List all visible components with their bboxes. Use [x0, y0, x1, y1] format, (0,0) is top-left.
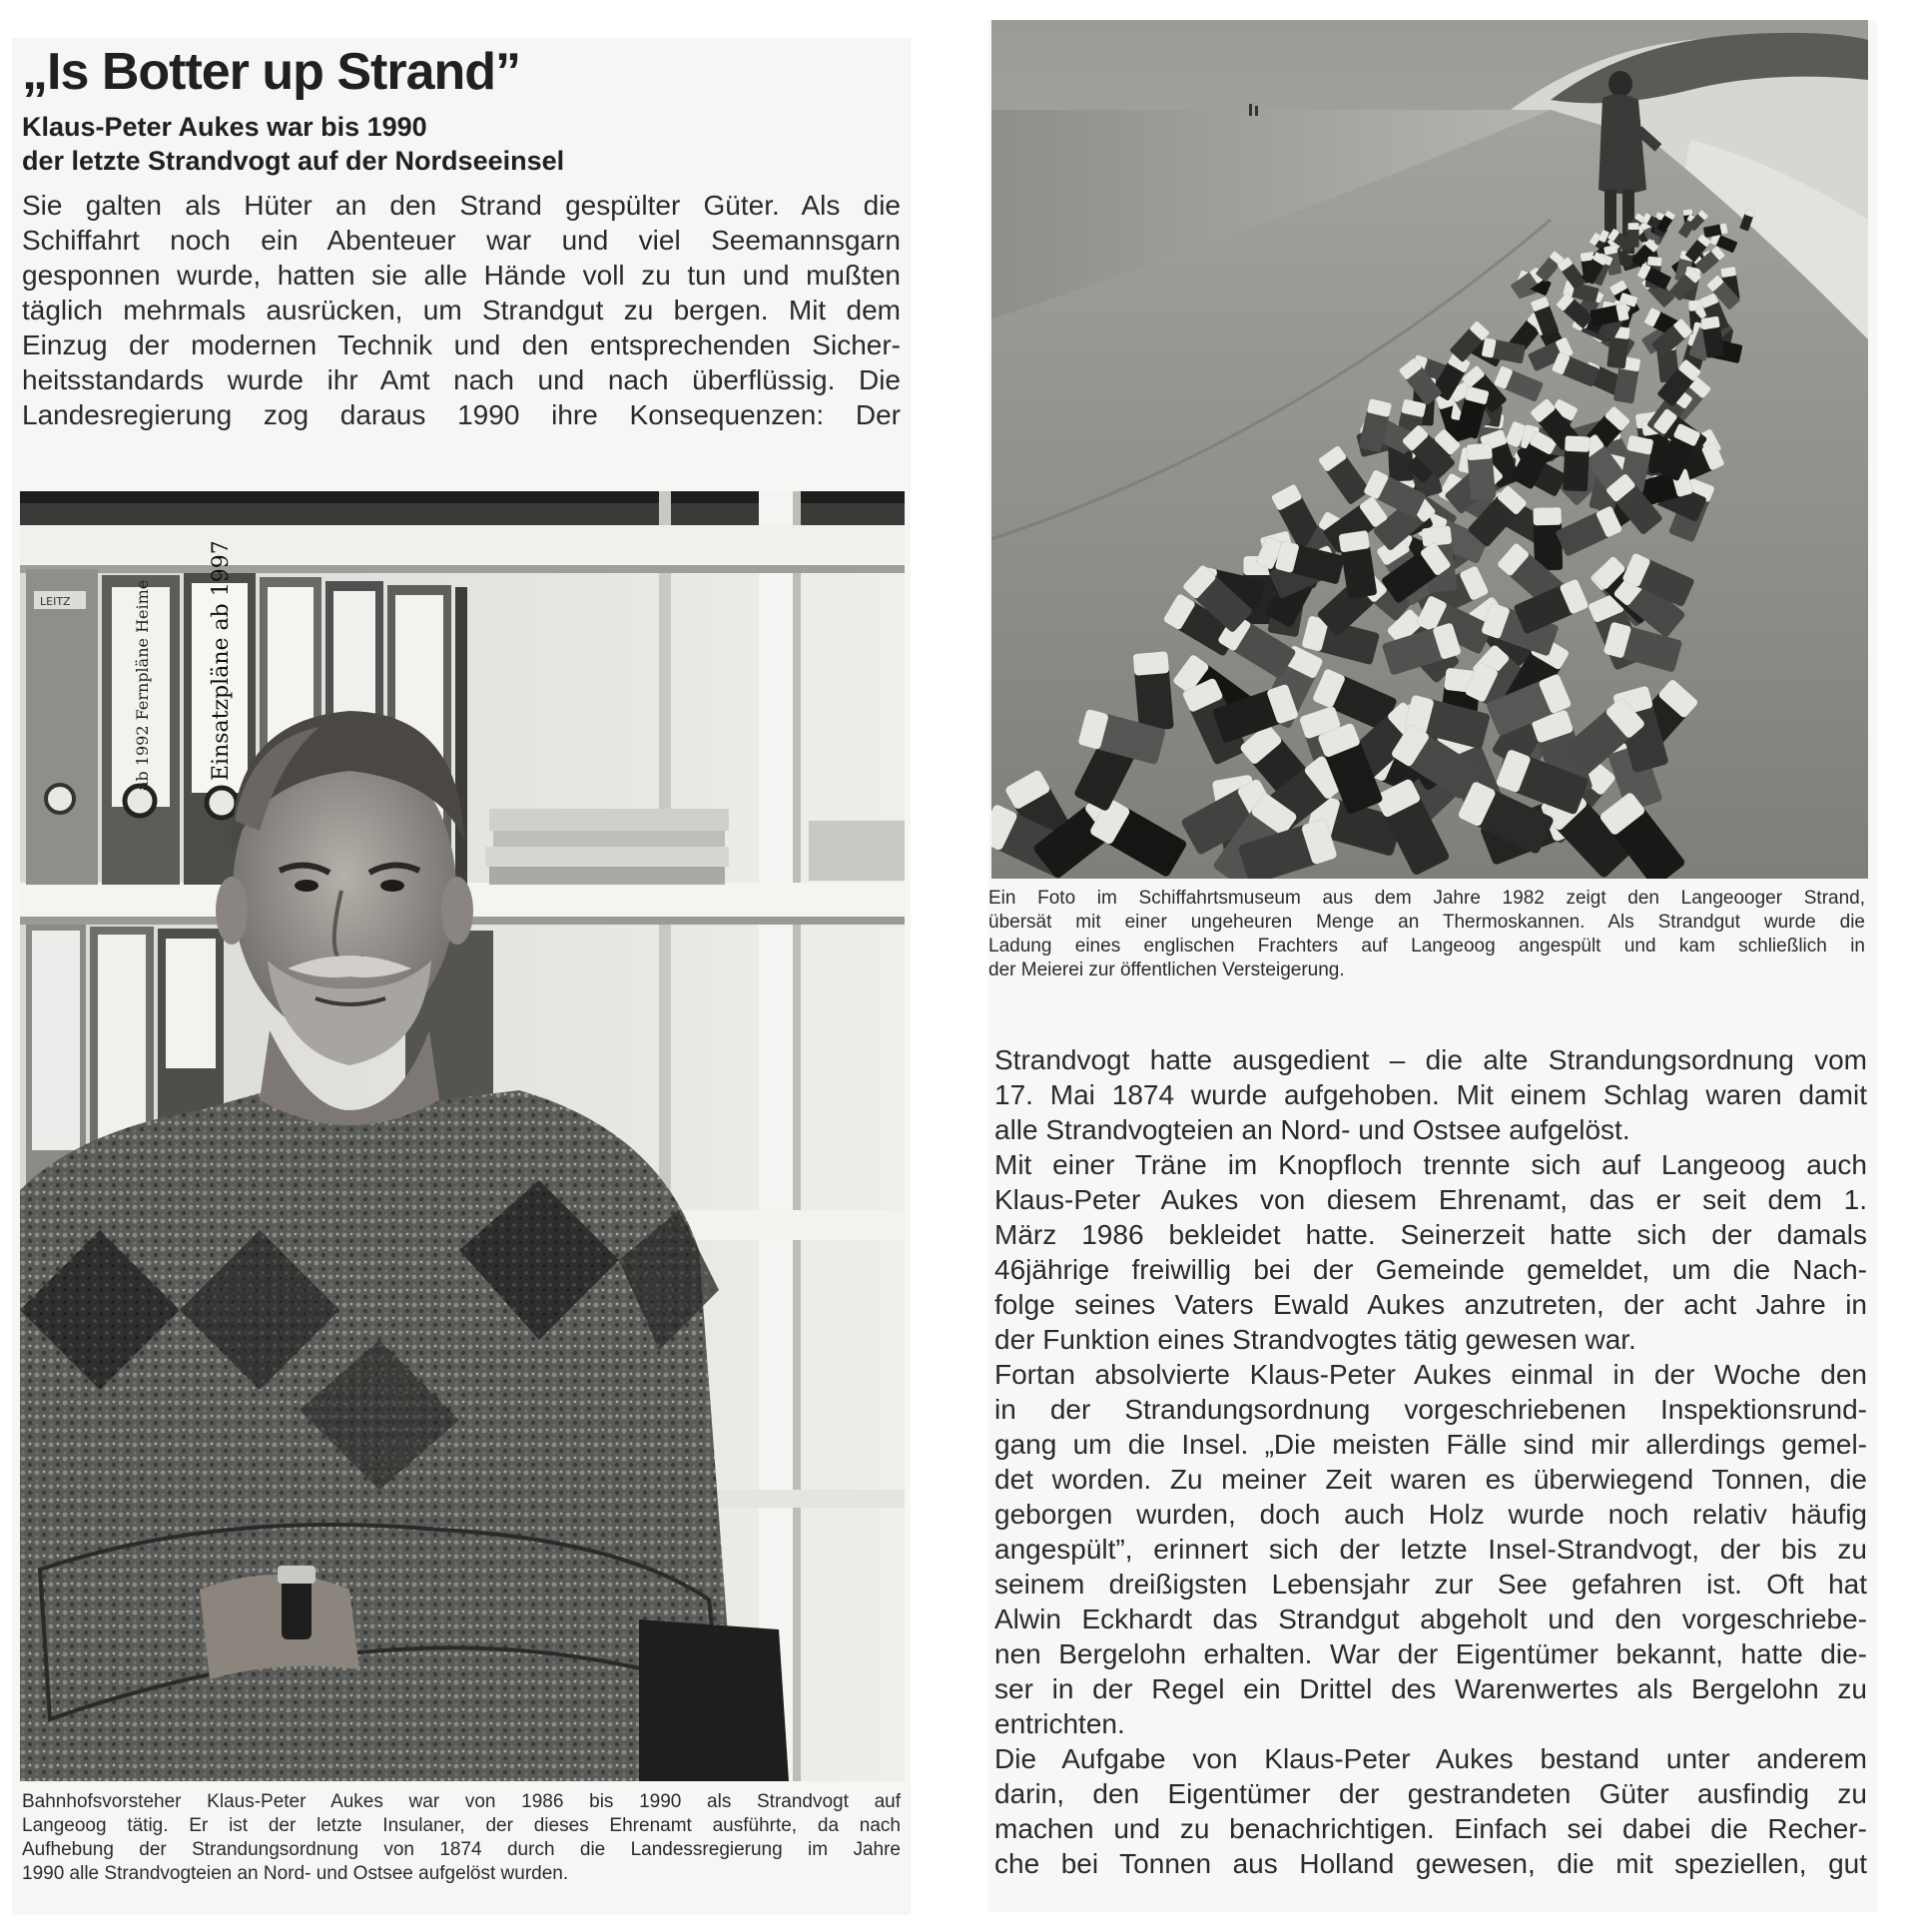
right-page	[988, 20, 1877, 1912]
text-line: der Funktion eines Strandvogtes tätig gewesen war.	[994, 1324, 1636, 1355]
text-line: Klaus-Peter Aukes von diesem Ehrenamt, das er seit dem 1.	[994, 1184, 1867, 1215]
text-line: gesponnen wurde, hatten sie alle Hände voll zu tun und mußten	[22, 260, 901, 291]
flask-cap	[1133, 651, 1170, 676]
text-line: Alwin Eckhardt das Strandgut abgeholt und den vorgeschriebe-	[994, 1604, 1867, 1634]
text-line: det worden. Zu meiner Zeit waren es überwiegend Tonnen, die	[994, 1464, 1867, 1495]
text-line: alle Strandvogteien an Nord- und Ostsee aufgelöst.	[994, 1114, 1630, 1145]
text-line: in der Strandungsordnung vorgeschriebenen Inspektionsrund-	[994, 1394, 1867, 1425]
text-line: Mit einer Träne im Knopfloch trennte sich auf Langeoog auch	[994, 1149, 1867, 1180]
flask-cap	[1467, 443, 1493, 461]
left-page	[12, 38, 911, 1915]
text-line: entrichten.	[994, 1708, 1125, 1739]
binder-label: LEITZ	[40, 595, 71, 608]
text-line: Schiffahrt noch ein Abenteuer war und viel Seemannsgarn	[22, 225, 901, 256]
text-line: ser in der Regel ein Drittel des Warenwertes als Bergelohn zu	[994, 1673, 1867, 1704]
caption-line: Aufhebung der Strandungsordnung von 1874 durch die Landessregierung im Jahre	[22, 1839, 901, 1860]
text-line: Landesregierung zog daraus 1990 ihre Konsequenzen: Der	[22, 399, 901, 430]
portrait-caption	[22, 1790, 901, 1886]
caption-line: Ladung eines englischen Frachters auf Langeoog angespült und kam schließlich in	[988, 936, 1865, 957]
text-line: che bei Tonnen aus Holland gewesen, die mit speziellen, gut	[994, 1848, 1867, 1879]
text-line: Fortan absolvierte Klaus-Peter Aukes einmal in der Woche den	[994, 1359, 1867, 1390]
thermos-flask	[1563, 435, 1590, 491]
flask-cap	[1533, 507, 1562, 525]
caption-line: Bahnhofsvorsteher Klaus-Peter Aukes war von 1986 bis 1990 als Strandvogt auf	[22, 1791, 901, 1812]
flask-cap	[1647, 257, 1662, 267]
article-headline: „Is Botter up Strand”	[22, 43, 521, 101]
text-line: Einzug der modernen Technik und den entsprechenden Sicher-	[22, 329, 901, 360]
text-line: 17. Mai 1874 wurde aufgehoben. Mit einem Schlag waren damit	[994, 1079, 1867, 1110]
text-line: Die Aufgabe von Klaus-Peter Aukes bestand unter anderem	[994, 1743, 1867, 1774]
text-line: folge seines Vaters Ewald Aukes anzutreten, der acht Jahre in	[994, 1289, 1867, 1320]
thermos-flask	[1467, 443, 1497, 501]
article-subheadline	[22, 110, 564, 178]
caption-line: Ein Foto im Schiffahrtsmuseum aus dem Jahre 1982 zeigt den Langeooger Strand,	[988, 888, 1865, 909]
text-line: geborgen wurden, doch auch Holz wurde noch relativ häufig	[994, 1499, 1867, 1530]
text-line: seinem dreißigsten Lebensjahr zur See gefahren ist. Oft hat	[994, 1569, 1867, 1600]
caption-line: der Meierei zur öffentlichen Versteigerung.	[988, 960, 1345, 980]
flask-cap	[1565, 435, 1590, 452]
text-line: Sie galten als Hüter an den Strand gespülter Güter. Als die	[22, 190, 901, 221]
subheadline-line: Klaus-Peter Aukes war bis 1990	[22, 112, 427, 142]
text-line: nen Bergelohn erhalten. War der Eigentümer bekannt, hatte die-	[994, 1638, 1867, 1669]
flask-cap	[1421, 525, 1452, 546]
text-line: machen und zu benachrichtigen. Einfach sei dabei die Recher-	[994, 1813, 1867, 1844]
binder-label: Einsatzpläne ab 1997	[209, 540, 234, 781]
flask-cap	[1628, 223, 1639, 230]
article-body	[994, 1042, 1867, 1881]
text-line: 46jährige freiwillig bei der Gemeinde gemeldet, um die Nach-	[994, 1254, 1867, 1285]
text-line: gang um die Insel. „Die meisten Fälle sind mir allerdings gemel-	[994, 1429, 1867, 1460]
thermos-flask	[1133, 651, 1174, 731]
text-line: täglich mehrmals ausrücken, um Strandgut zu bergen. Mit dem	[22, 295, 901, 325]
beach-photo	[991, 20, 1868, 879]
caption-line: 1990 alle Strandvogteien an Nord- und Ostsee aufgelöst wurden.	[22, 1863, 569, 1884]
subheadline-line: der letzte Strandvogt auf der Nordseeinsel	[22, 146, 565, 176]
text-line: Strandvogt hatte ausgedient – die alte Strandungsordnung vom	[994, 1044, 1867, 1075]
binder-label: ab 1992 Fernpläne Heime	[133, 579, 152, 791]
text-line: heitsstandards wurde ihr Amt nach und nach überflüssig. Die	[22, 364, 901, 395]
text-line: darin, den Eigentümer der gestrandeten Güter ausfindig zu	[994, 1778, 1867, 1809]
intro-paragraph	[22, 188, 901, 432]
beach-photo-caption	[988, 887, 1865, 982]
caption-line: Langeoog tätig. Er ist der letzte Insulaner, der dieses Ehrenamt ausführte, da nach	[22, 1815, 901, 1836]
text-line: März 1986 bekleidet hatte. Seinerzeit hatte sich der damals	[994, 1219, 1867, 1250]
portrait-photo	[20, 491, 905, 1781]
caption-line: übersät mit einer ungeheuren Menge an Thermoskannen. Als Strandgut wurde die	[988, 912, 1865, 933]
text-line: angespült”, erinnert sich der letzte Insel-Strandvogt, der bis zu	[994, 1534, 1867, 1565]
